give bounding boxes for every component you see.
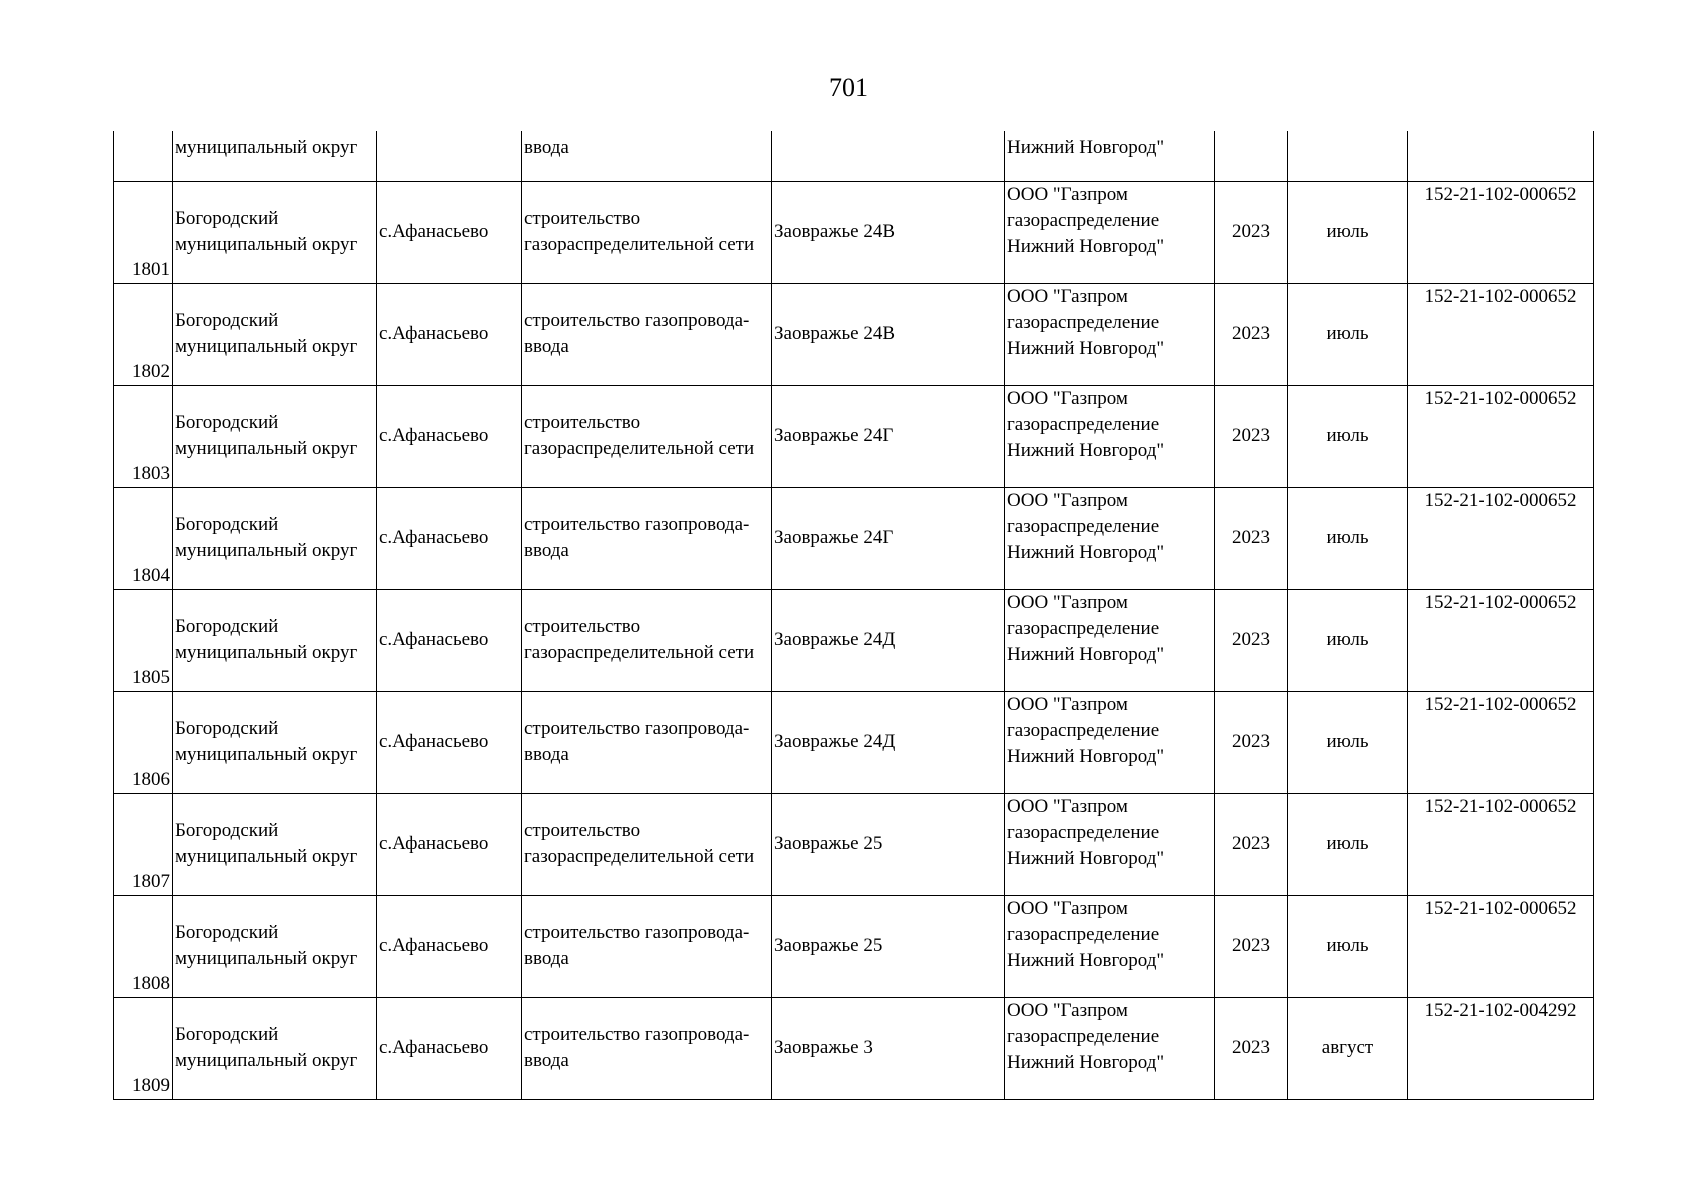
- table-row: [114, 181, 1594, 283]
- cell-month: [1288, 131, 1408, 181]
- cell-address: [772, 131, 1005, 181]
- cell-month: [1288, 181, 1408, 283]
- cell-settlement-text: с.Афанасьево: [379, 1037, 489, 1058]
- cell-address-text: Заовражье 3: [774, 1037, 873, 1058]
- cell-address: [772, 691, 1005, 793]
- cell-month-text: июль: [1326, 935, 1369, 956]
- table-row: [114, 793, 1594, 895]
- cell-district-text: Богородский муниципальный округ: [175, 820, 358, 867]
- cell-organization: [1005, 487, 1215, 589]
- cell-month-text: июль: [1326, 527, 1369, 548]
- cell-code-text: 152-21-102-000652: [1424, 489, 1577, 511]
- cell-district-text: Богородский муниципальный округ: [175, 718, 358, 765]
- cell-address: [772, 895, 1005, 997]
- cell-code-text: 152-21-102-000652: [1424, 183, 1577, 205]
- cell-organization-text: ООО "Газпром газораспределение Нижний Новгород": [1007, 693, 1165, 767]
- cell-work-type-text: строительство газопровода- ввода: [524, 310, 750, 357]
- cell-address: [772, 997, 1005, 1099]
- cell-month-text: август: [1321, 1037, 1374, 1058]
- cell-settlement-text: с.Афанасьево: [379, 833, 489, 854]
- cell-organization: [1005, 589, 1215, 691]
- cell-organization: [1005, 691, 1215, 793]
- cell-organization-text: ООО "Газпром газораспределение Нижний Новгород": [1007, 795, 1165, 869]
- cell-year: [1215, 997, 1288, 1099]
- cell-work-type-text: строительство газопровода- ввода: [524, 718, 750, 765]
- cell-month-text: июль: [1326, 731, 1369, 752]
- cell-code: [1408, 691, 1594, 793]
- cell-organization-text: ООО "Газпром газораспределение Нижний Новгород": [1007, 387, 1165, 461]
- cell-work-type: [522, 997, 772, 1099]
- cell-num: [114, 589, 173, 691]
- cell-district: [173, 997, 377, 1099]
- cell-year: [1215, 283, 1288, 385]
- table-row: [114, 691, 1594, 793]
- cell-organization-text: ООО "Газпром газораспределение Нижний Новгород": [1007, 591, 1165, 665]
- cell-district: [173, 181, 377, 283]
- cell-num: [114, 793, 173, 895]
- cell-work-type-text: строительство газопровода- ввода: [524, 1024, 750, 1071]
- cell-work-type: [522, 181, 772, 283]
- cell-settlement: [377, 895, 522, 997]
- cell-num: [114, 895, 173, 997]
- cell-organization-text: ООО "Газпром газораспределение Нижний Новгород": [1007, 285, 1165, 359]
- cell-district: [173, 487, 377, 589]
- cell-district-text: Богородский муниципальный округ: [175, 514, 358, 561]
- cell-address: [772, 283, 1005, 385]
- cell-num: [114, 283, 173, 385]
- cell-code-text: 152-21-102-004292: [1424, 999, 1577, 1021]
- cell-num-text: 1804: [132, 564, 170, 586]
- cell-work-type: [522, 487, 772, 589]
- cell-settlement: [377, 487, 522, 589]
- cell-settlement: [377, 131, 522, 181]
- page-number: 701: [829, 73, 868, 102]
- cell-district-text: Богородский муниципальный округ: [175, 616, 358, 663]
- cell-month: [1288, 793, 1408, 895]
- cell-district: [173, 895, 377, 997]
- cell-district-text: Богородский муниципальный округ: [175, 310, 358, 357]
- cell-month: [1288, 997, 1408, 1099]
- cell-year-text: 2023: [1232, 323, 1270, 344]
- cell-address-text: Заовражье 25: [774, 833, 883, 854]
- table-body: [114, 131, 1594, 1099]
- cell-code-text: 152-21-102-000652: [1424, 387, 1577, 409]
- cell-month: [1288, 385, 1408, 487]
- cell-month-text: июль: [1326, 629, 1369, 650]
- cell-num-text: 1809: [132, 1074, 170, 1096]
- cell-num: [114, 181, 173, 283]
- cell-settlement: [377, 283, 522, 385]
- cell-address-text: Заовражье 24Д: [774, 629, 896, 650]
- cell-work-type: [522, 283, 772, 385]
- cell-work-type-text: строительство газораспределительной сети: [524, 820, 755, 867]
- cell-year: [1215, 131, 1288, 181]
- cell-district: [173, 283, 377, 385]
- cell-code: [1408, 895, 1594, 997]
- cell-work-type: [522, 793, 772, 895]
- cell-address-text: Заовражье 24Г: [774, 425, 894, 446]
- cell-code: [1408, 589, 1594, 691]
- cell-month: [1288, 691, 1408, 793]
- cell-settlement-text: с.Афанасьево: [379, 221, 489, 242]
- cell-num: [114, 691, 173, 793]
- cell-district-text: Богородский муниципальный округ: [175, 922, 358, 969]
- cell-year-text: 2023: [1232, 935, 1270, 956]
- table-row: [114, 895, 1594, 997]
- table-row: [114, 487, 1594, 589]
- cell-year: [1215, 487, 1288, 589]
- table-row: [114, 997, 1594, 1099]
- cell-num-text: 1802: [132, 360, 170, 382]
- cell-code-text: 152-21-102-000652: [1424, 693, 1577, 715]
- cell-num-text: 1803: [132, 462, 170, 484]
- cell-organization: [1005, 793, 1215, 895]
- cell-organization: [1005, 385, 1215, 487]
- cell-settlement: [377, 181, 522, 283]
- cell-work-type: [522, 691, 772, 793]
- cell-work-type: [522, 385, 772, 487]
- cell-month-text: июль: [1326, 323, 1369, 344]
- table-row: [114, 283, 1594, 385]
- cell-organization: [1005, 895, 1215, 997]
- cell-address-text: Заовражье 24Д: [774, 731, 896, 752]
- cell-settlement-text: с.Афанасьево: [379, 935, 489, 956]
- cell-year-text: 2023: [1232, 629, 1270, 650]
- cell-year-text: 2023: [1232, 527, 1270, 548]
- cell-work-type-text: строительство газораспределительной сети: [524, 616, 755, 663]
- cell-district: [173, 385, 377, 487]
- cell-num: [114, 131, 173, 181]
- cell-organization-text: ООО "Газпром газораспределение Нижний Новгород": [1007, 999, 1165, 1073]
- cell-settlement: [377, 997, 522, 1099]
- cell-code: [1408, 793, 1594, 895]
- cell-work-type: [522, 589, 772, 691]
- cell-address-text: Заовражье 25: [774, 935, 883, 956]
- cell-year: [1215, 385, 1288, 487]
- cell-settlement-text: с.Афанасьево: [379, 527, 489, 548]
- registry-table: [113, 131, 1594, 1100]
- cell-district: [173, 793, 377, 895]
- cell-organization: [1005, 181, 1215, 283]
- cell-code-text: 152-21-102-000652: [1424, 591, 1577, 613]
- cell-month: [1288, 895, 1408, 997]
- cell-address: [772, 487, 1005, 589]
- cell-month: [1288, 283, 1408, 385]
- cell-year: [1215, 589, 1288, 691]
- cell-num: [114, 997, 173, 1099]
- cell-code-text: 152-21-102-000652: [1424, 285, 1577, 307]
- cell-work-type-text: строительство газораспределительной сети: [524, 412, 755, 459]
- cell-year: [1215, 181, 1288, 283]
- cell-work-type: [522, 895, 772, 997]
- cell-organization: [1005, 997, 1215, 1099]
- cell-address-text: Заовражье 24В: [774, 323, 896, 344]
- cell-organization: Нижний Новгород": [1005, 131, 1215, 181]
- cell-num-text: 1801: [132, 258, 170, 280]
- cell-settlement-text: с.Афанасьево: [379, 425, 489, 446]
- cell-year-text: 2023: [1232, 425, 1270, 446]
- cell-work-type: ввода: [522, 131, 772, 181]
- cell-num: [114, 385, 173, 487]
- cell-district: муниципальный округ: [173, 131, 377, 181]
- cell-district-text: Богородский муниципальный округ: [175, 1024, 358, 1071]
- cell-year-text: 2023: [1232, 1037, 1270, 1058]
- cell-code: [1408, 997, 1594, 1099]
- cell-district: [173, 691, 377, 793]
- cell-code: [1408, 181, 1594, 283]
- table-row: [114, 385, 1594, 487]
- cell-month: [1288, 589, 1408, 691]
- cell-organization-text: ООО "Газпром газораспределение Нижний Новгород": [1007, 489, 1165, 563]
- cell-year: [1215, 793, 1288, 895]
- cell-num-text: 1805: [132, 666, 170, 688]
- cell-work-type-text: строительство газопровода- ввода: [524, 922, 750, 969]
- cell-settlement: [377, 691, 522, 793]
- cell-year-text: 2023: [1232, 731, 1270, 752]
- table-row: [114, 589, 1594, 691]
- cell-month-text: июль: [1326, 221, 1369, 242]
- cell-settlement: [377, 793, 522, 895]
- cell-year-text: 2023: [1232, 221, 1270, 242]
- cell-settlement-text: с.Афанасьево: [379, 629, 489, 650]
- cell-district: [173, 589, 377, 691]
- cell-month-text: июль: [1326, 833, 1369, 854]
- cell-year: [1215, 895, 1288, 997]
- cell-district-text: Богородский муниципальный округ: [175, 208, 358, 255]
- cell-settlement-text: с.Афанасьево: [379, 731, 489, 752]
- cell-year-text: 2023: [1232, 833, 1270, 854]
- cell-address: [772, 385, 1005, 487]
- cell-settlement-text: с.Афанасьево: [379, 323, 489, 344]
- cell-organization-text: ООО "Газпром газораспределение Нижний Новгород": [1007, 183, 1165, 257]
- cell-address: [772, 589, 1005, 691]
- cell-month-text: июль: [1326, 425, 1369, 446]
- continuation-row: [114, 131, 1594, 181]
- cell-organization-text: ООО "Газпром газораспределение Нижний Новгород": [1007, 897, 1165, 971]
- cell-num-text: 1808: [132, 972, 170, 994]
- cell-code: [1408, 283, 1594, 385]
- cell-code-text: 152-21-102-000652: [1424, 795, 1577, 817]
- cell-address-text: Заовражье 24Г: [774, 527, 894, 548]
- cell-settlement: [377, 589, 522, 691]
- cell-organization: [1005, 283, 1215, 385]
- cell-num-text: 1806: [132, 768, 170, 790]
- cell-num-text: 1807: [132, 870, 170, 892]
- cell-year: [1215, 691, 1288, 793]
- cell-address: [772, 181, 1005, 283]
- cell-month: [1288, 487, 1408, 589]
- cell-code: [1408, 131, 1594, 181]
- cell-address: [772, 793, 1005, 895]
- cell-work-type-text: строительство газораспределительной сети: [524, 208, 755, 255]
- cell-district-text: Богородский муниципальный округ: [175, 412, 358, 459]
- cell-code: [1408, 487, 1594, 589]
- cell-num: [114, 487, 173, 589]
- cell-work-type-text: строительство газопровода- ввода: [524, 514, 750, 561]
- cell-code: [1408, 385, 1594, 487]
- cell-address-text: Заовражье 24В: [774, 221, 896, 242]
- cell-settlement: [377, 385, 522, 487]
- cell-code-text: 152-21-102-000652: [1424, 897, 1577, 919]
